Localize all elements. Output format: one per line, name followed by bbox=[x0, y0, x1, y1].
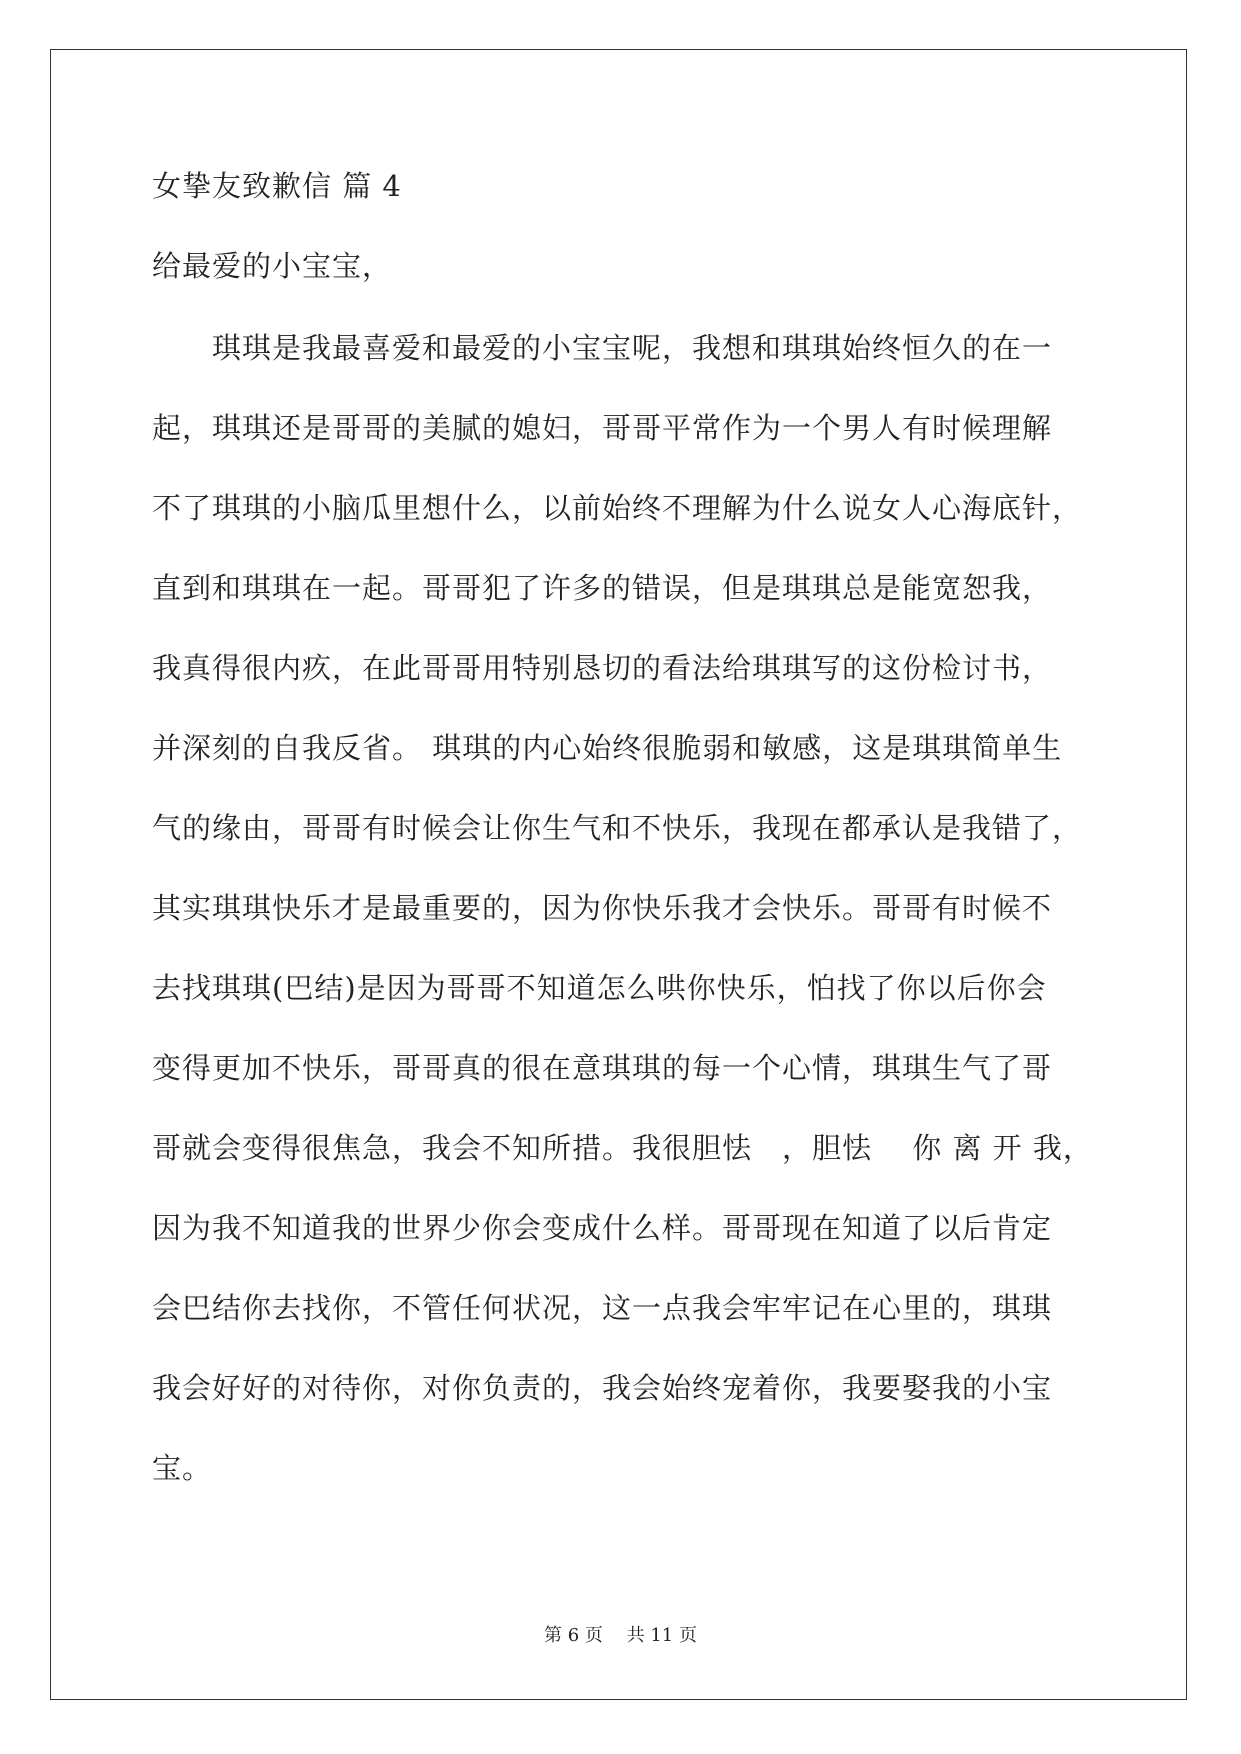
body-line: 我真得很内疚，在此哥哥用特别恳切的看法给琪琪写的这份检讨书， bbox=[152, 651, 1053, 685]
body-line: 因为我不知道我的世界少你会变成什么样。哥哥现在知道了以后肯定 bbox=[152, 1211, 1053, 1245]
body-line: 不了琪琪的小脑瓜里想什么，以前始终不理解为什么说女人心海底针， bbox=[152, 491, 1083, 525]
body-line: 会巴结你去找你，不管任何状况，这一点我会牢牢记在心里的，琪琪 bbox=[152, 1291, 1053, 1325]
body-line: 起，琪琪还是哥哥的美腻的媳妇，哥哥平常作为一个男人有时候理解 bbox=[152, 411, 1053, 445]
body-line: 去找琪琪(巴结)是因为哥哥不知道怎么哄你快乐，怕找了你以后你会 bbox=[152, 971, 1047, 1005]
body-line: 变得更加不快乐，哥哥真的很在意琪琪的每一个心情，琪琪生气了哥 bbox=[152, 1051, 1053, 1085]
body-line: 我会好好的对待你，对你负责的，我会始终宠着你，我要娶我的小宝 bbox=[152, 1371, 1053, 1405]
document-title: 女挚友致歉信 篇 4 bbox=[152, 169, 402, 203]
body-line: 直到和琪琪在一起。哥哥犯了许多的错误，但是琪琪总是能宽恕我， bbox=[152, 571, 1053, 605]
body-line: 琪琪是我最喜爱和最爱的小宝宝呢，我想和琪琪始终恒久的在一 bbox=[152, 331, 1053, 365]
body-line: 其实琪琪快乐才是最重要的，因为你快乐我才会快乐。哥哥有时候不 bbox=[152, 891, 1053, 925]
page-number-footer: 第 6 页 共 11 页 bbox=[544, 1625, 697, 1646]
body-line: 哥就会变得很焦急，我会不知所措。我很胆怯 ，胆怯 你 离 开 我， bbox=[152, 1131, 1093, 1165]
letter-body bbox=[152, 328, 1112, 1528]
body-line: 气的缘由，哥哥有时候会让你生气和不快乐，我现在都承认是我错了， bbox=[152, 811, 1083, 845]
body-line: 宝。 bbox=[152, 1451, 213, 1485]
body-line: 并深刻的自我反省。 琪琪的内心始终很脆弱和敏感，这是琪琪简单生 bbox=[152, 731, 1063, 765]
salutation: 给最爱的小宝宝， bbox=[152, 249, 393, 283]
